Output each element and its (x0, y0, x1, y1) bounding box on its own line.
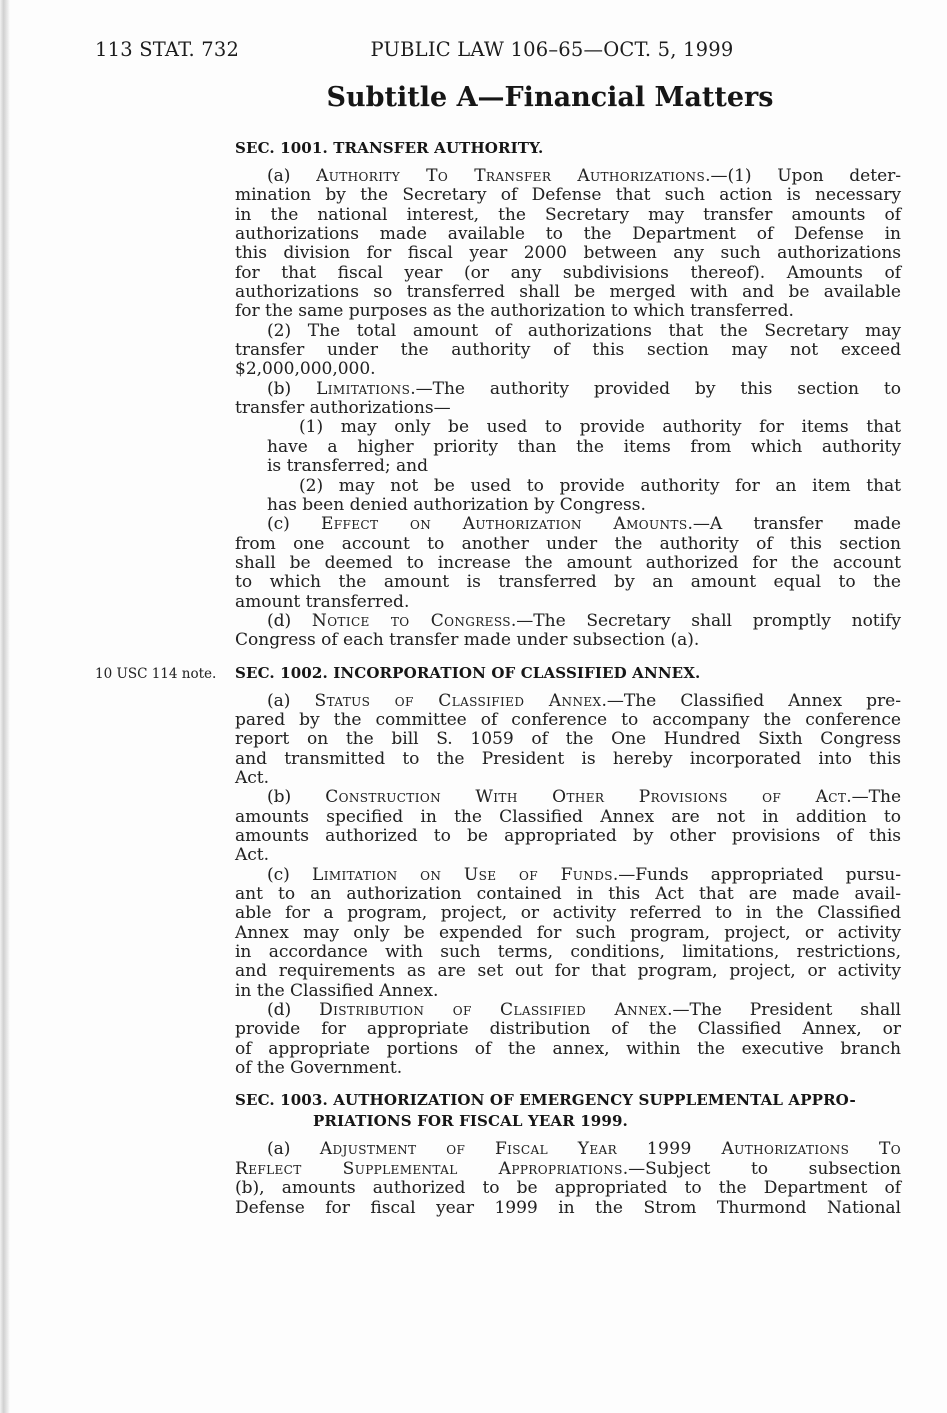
sec-1002 (95, 663, 902, 1079)
sec-1003 (235, 1090, 901, 1217)
text-line: amounts authorized to be appropriated by other provisions of this (235, 826, 901, 846)
text-line: amount transferred. (235, 591, 410, 612)
text-line: report on the bill S. 1059 of the One Hundred Sixth Congress (235, 729, 901, 750)
text-line: of appropriate portions of the annex, within the executive branch (235, 1038, 901, 1059)
text-line: (a) Status of Classified Annex.—The Classified Annex pre- (267, 690, 901, 711)
text-line: (b) Construction With Other Provisions of Act.—The (267, 787, 902, 808)
text-line: of the Government. (235, 1058, 403, 1079)
text-line: (c) Effect on Authorization Amounts.—A transfer made (267, 514, 901, 535)
text-line: and requirements as are set out for that program, project, or activity (235, 961, 901, 982)
text-line: for the same purposes as the authorization to which transferred. (235, 301, 794, 322)
text-line: (2) may not be used to provide authority for an item that (299, 475, 901, 496)
text-line: in the Classified Annex. (235, 980, 439, 1001)
document-body (95, 138, 902, 1218)
section-heading: SEC. 1001. TRANSFER AUTHORITY. (235, 139, 544, 157)
section-heading: SEC. 1003. AUTHORIZATION OF EMERGENCY SUPPLEMENTAL APPRO- (235, 1091, 856, 1110)
text-line: from one account to another under the authority of this section (235, 533, 901, 554)
text-line: Reflect Supplemental Appropriations.—Subject to subsection (235, 1158, 901, 1179)
text-line: able for a program, project, or activity referred to in the Classified (235, 903, 901, 924)
text-line: $2,000,000,000. (235, 359, 376, 380)
text-line: (c) Limitation on Use of Funds.—Funds appropriated pursu- (267, 864, 901, 885)
text-line: amounts specified in the Classified Annex are not in addition to (235, 806, 901, 827)
text-line: Act. (235, 845, 270, 866)
page-title: Subtitle A—Financial Matters (326, 82, 774, 113)
text-line: Defense for fiscal year 1999 in the Strom Thurmond National (235, 1197, 901, 1218)
sec-1001 (235, 138, 901, 651)
text-line: Act. (235, 767, 270, 788)
text-line: in the national interest, the Secretary may transfer amounts of (235, 204, 901, 225)
section-heading: PRIATIONS FOR FISCAL YEAR 1999. (313, 1112, 628, 1131)
text-line: and transmitted to the President is hereby incorporated into this (235, 748, 901, 769)
text-line: (a) Authority To Transfer Authorizations.—(1) Upon deter- (267, 166, 901, 186)
stat-page-number: 113 STAT. 732 (95, 38, 240, 61)
text-line: pared by the committee of conference to accompany the conference (235, 709, 901, 730)
text-line: transfer authorizations— (235, 398, 451, 419)
text-line: in accordance with such terms, conditions, limitations, restrictions, (235, 942, 901, 963)
text-line: (d) Notice to Congress.—The Secretary shall promptly notify (267, 610, 901, 631)
text-line: has been denied authorization by Congress. (267, 494, 646, 515)
text-line: (2) The total amount of authorizations that the Secretary may (267, 320, 901, 341)
margin-note: 10 USC 114 note. (95, 665, 217, 682)
text-line: shall be deemed to increase the amount authorized for the account (235, 552, 901, 573)
text-line: authorizations made available to the Department of Defense in (235, 224, 901, 245)
text-line: to which the amount is transferred by an amount equal to the (235, 572, 901, 593)
text-line: Congress of each transfer made under subsection (a). (235, 630, 700, 651)
text-line: (b) Limitations.—The authority provided by this section to (267, 378, 901, 399)
public-law-header: PUBLIC LAW 106–65—OCT. 5, 1999 (370, 38, 734, 61)
scan-edge-shadow (0, 0, 10, 1413)
text-line: Annex may only be expended for such program, project, or activity (235, 922, 901, 943)
text-line: for that fiscal year (or any subdivisions thereof). Amounts of (235, 262, 901, 283)
section-heading: SEC. 1002. INCORPORATION OF CLASSIFIED ANNEX. (235, 663, 701, 682)
text-line: (1) may only be used to provide authority for items that (299, 417, 901, 438)
text-line: transfer under the authority of this section may not exceed (235, 340, 901, 361)
text-line: (a) Adjustment of Fiscal Year 1999 Authorizations To (267, 1139, 902, 1160)
text-line: mination by the Secretary of Defense that such action is necessary (235, 185, 901, 206)
text-line: have a higher priority than the items from which authority (267, 436, 901, 457)
text-line: provide for appropriate distribution of the Classified Annex, or (235, 1019, 901, 1040)
text-line: is transferred; and (267, 456, 428, 477)
text-line: ant to an authorization contained in this Act that are made avail- (235, 884, 901, 905)
text-line: this division for fiscal year 2000 between any such authorizations (235, 243, 901, 264)
text-line: (d) Distribution of Classified Annex.—The President shall (267, 1000, 901, 1021)
text-line: authorizations so transferred shall be merged with and be available (235, 282, 901, 303)
text-line: (b), amounts authorized to be appropriated to the Department of (235, 1178, 901, 1199)
